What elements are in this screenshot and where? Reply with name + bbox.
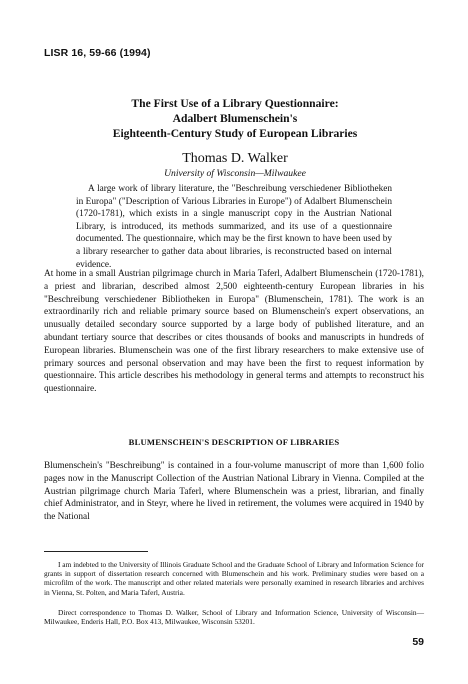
abstract: A large work of library literature, the "Beschreibung verschiedener Bibliotheken in Europa" ("Description of Various Libraries in Europe") of Adalbert Blumenschein (1720-1781), which exists in a single manuscript copy in the Austrian National Library, is introduced, its methods summarized, and its use of a questionnaire documented. The questionnaire, which may be the first known to have been used by a library researcher to gather data about libraries, is reconstructed based on internal evidence.: [76, 184, 392, 270]
title-line-2: Adalbert Blumenschein's: [172, 112, 298, 126]
footnote-divider: [44, 551, 148, 552]
author-affiliation: University of Wisconsin—Milwaukee: [164, 168, 306, 179]
title-line-3: Eighteenth-Century Study of European Libraries: [112, 127, 358, 141]
footnote-correspondence: Direct correspondence to Thomas D. Walker, School of Library and Information Science, University of Wisconsin—Milwaukee, Enderis Hall, P.O. Box 413, Milwaukee, Wisconsin 53201.: [44, 608, 424, 627]
author-name: Thomas D. Walker: [182, 151, 288, 166]
body-paragraph-2: Blumenschein's "Beschreibung" is contained in a four-volume manuscript of more than 1,600 folio pages now in the Manuscript Collection of the Austrian National Library in Vienna. Compiled at the Austrian pilgrimage church Maria Taferl, where Blumenschein was a priest, librarian, and finally chief Administrator, and in Steyr, where he lived in retirement, the volumes were acquired in 1940 by the National: [44, 461, 424, 523]
article-title: [60, 96, 410, 142]
title-line-1: The First Use of a Library Questionnaire:: [131, 97, 339, 110]
section-heading: BLUMENSCHEIN'S DESCRIPTION OF LIBRARIES: [128, 437, 340, 447]
body-paragraph-1: At home in a small Austrian pilgrimage church in Maria Taferl, Adalbert Blumenschein (1720-1781), a priest and librarian, described almost 2,500 eighteenth-century European libraries in his "Beschreibung verschiedener Bibliotheken in Europa" (Blumenschein, 1781). The work is an extraordinarily rich and reliable primary source based on Blumenschein's expert observations, an unusually detailed secondary source supported by a large body of published literature, and an abundant tertiary source that describes or cites thousands of books and manuscripts in hundreds of European libraries. Blumenschein was one of the first library researchers to make extensive use of primary sources and personal observation and may have been the first to request information by questionnaire. This article describes his methodology in general terms and attempts to reconstruct his questionnaire.: [44, 269, 424, 395]
journal-citation: LISR 16, 59-66 (1994): [44, 47, 151, 59]
page-number: 59: [412, 636, 424, 648]
footnote-acknowledgment: I am indebted to the University of Illinois Graduate School and the Graduate School of Library and Information Science for grants in support of dissertation research concerned with Blumenschein and his work. Preliminary studies were based on a microfilm of the work. The manuscript and other related materials were personally examined in research libraries and archives in Vienna, St. Polten, and Maria Taferl, Austria.: [44, 560, 424, 597]
